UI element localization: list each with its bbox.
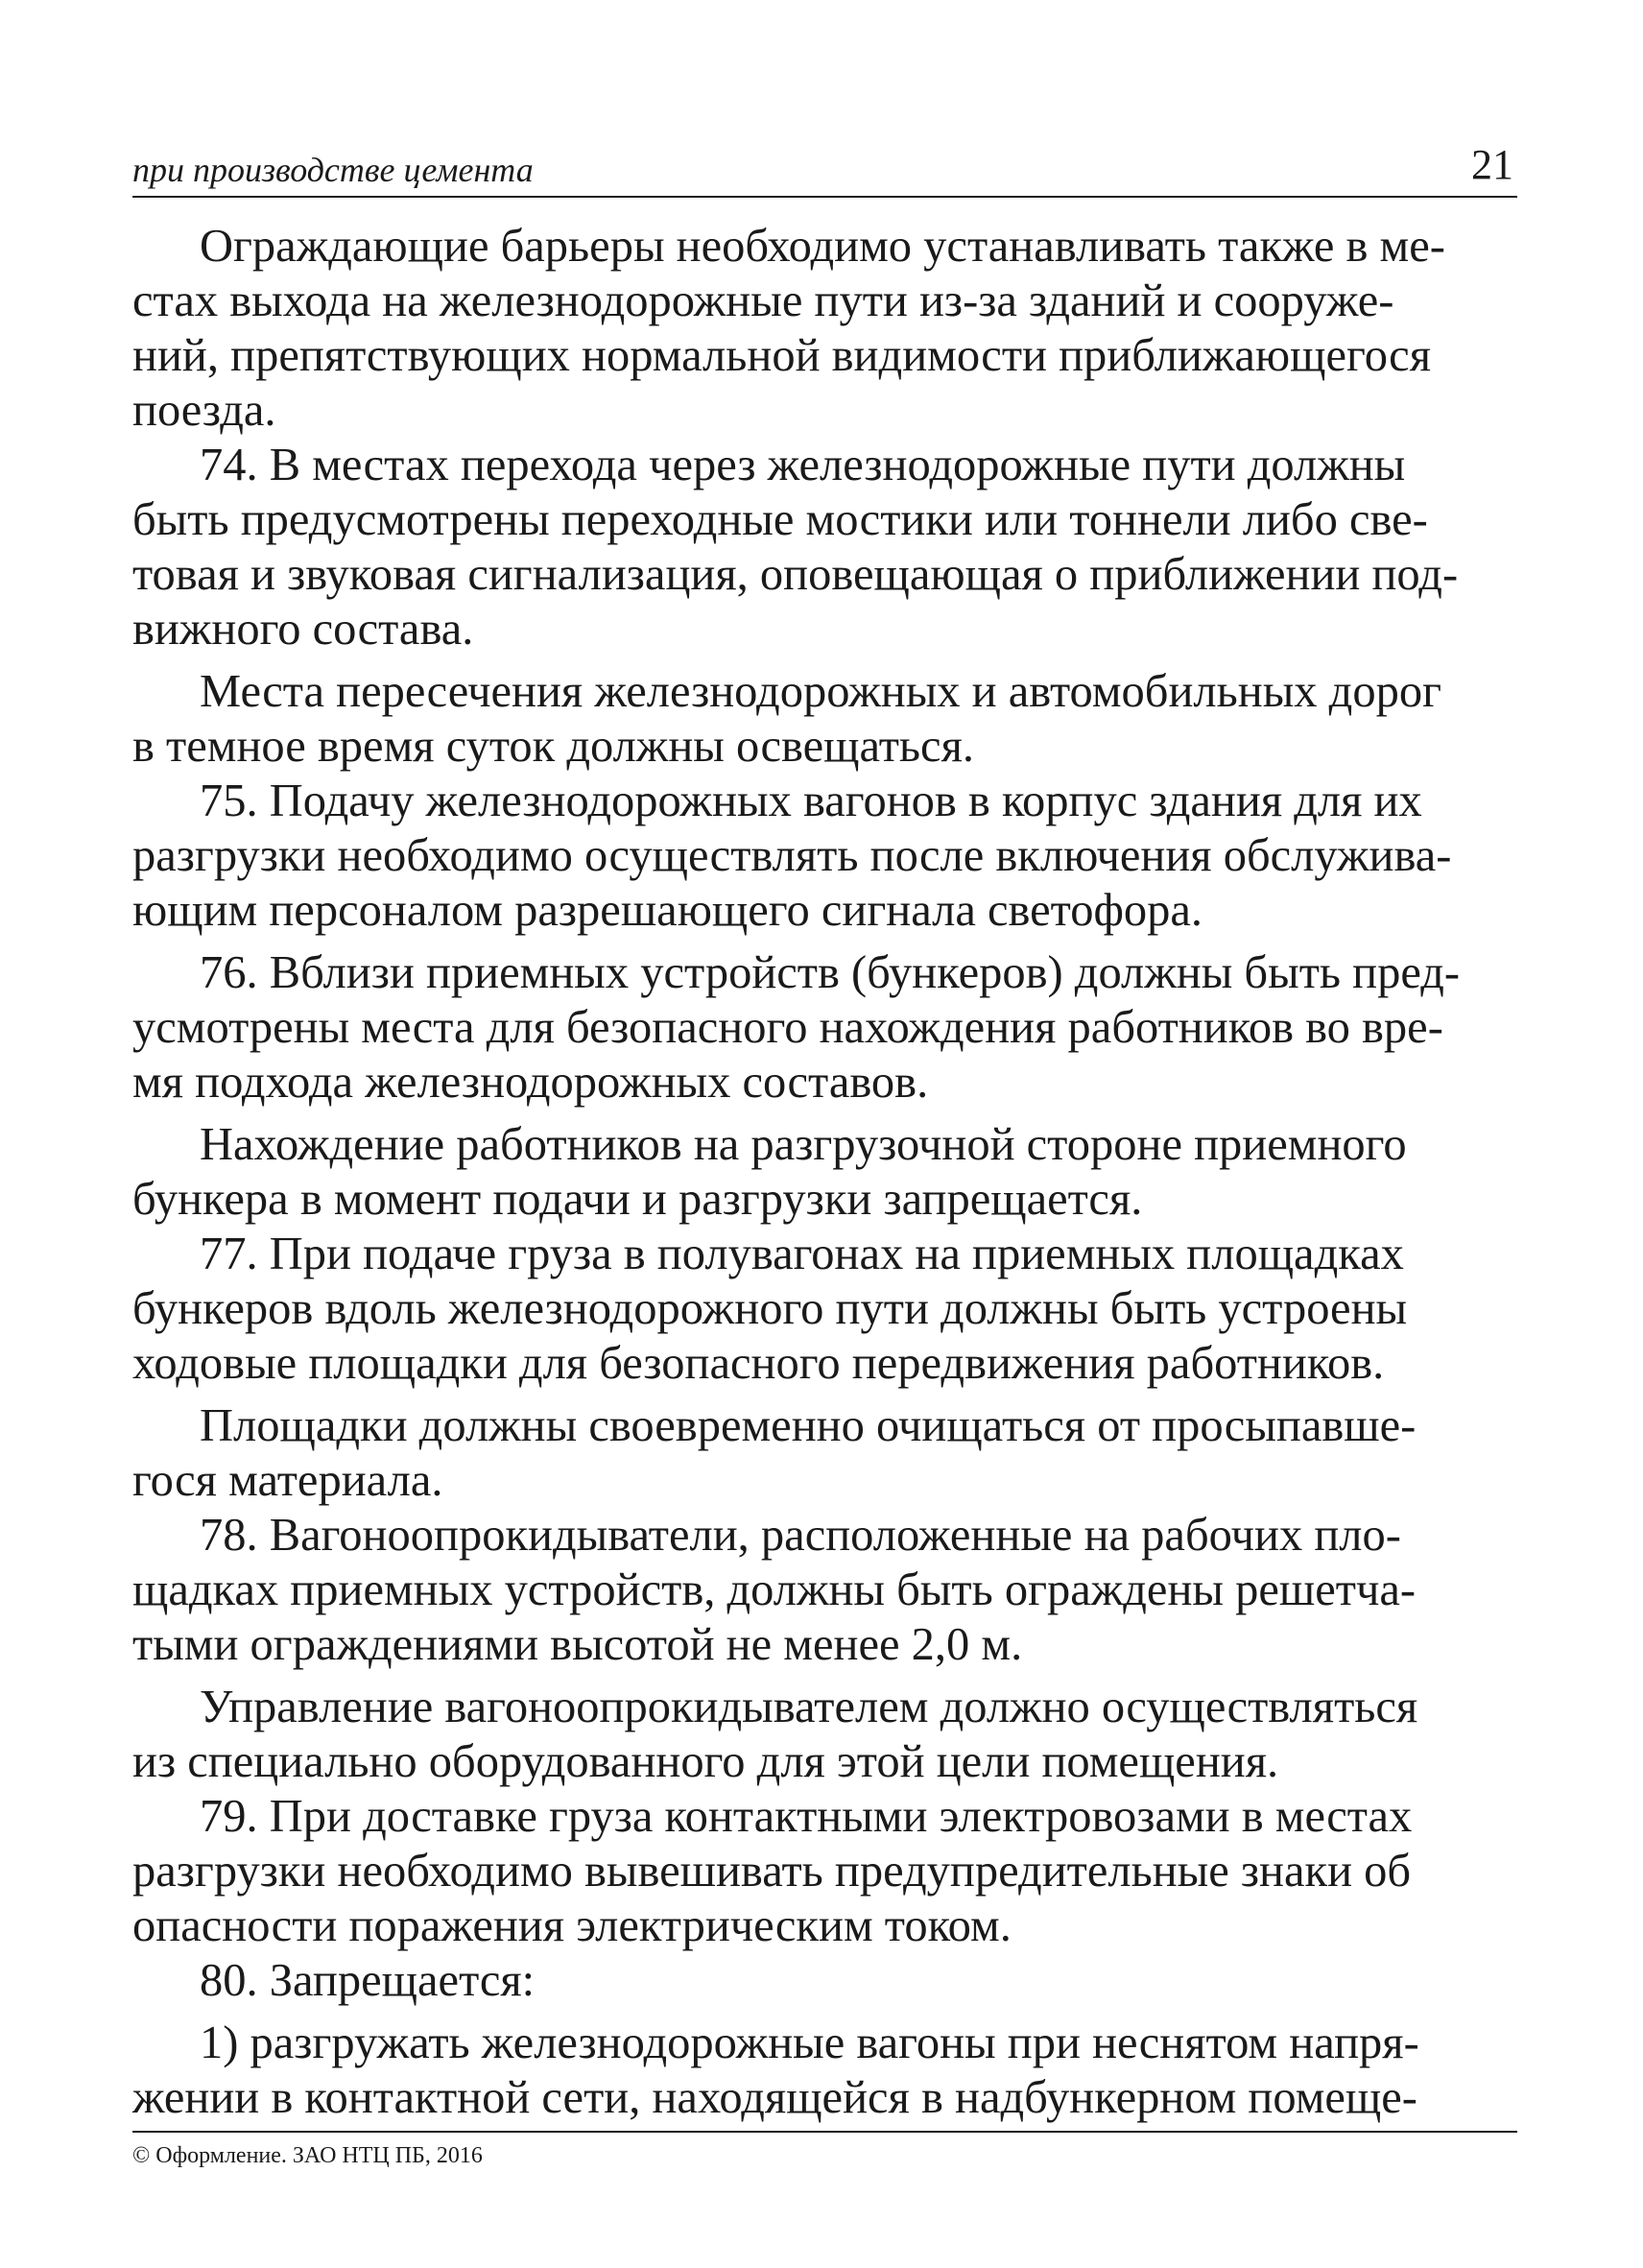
text-line: 77. При подаче груза в полувагонах на приемных площадках bbox=[200, 1229, 1404, 1279]
text-line: жении в контактной сети, находящейся в надбункерном помеще- bbox=[132, 2072, 1417, 2123]
text-line: 76. Вблизи приемных устройств (бункеров) должны быть пред- bbox=[200, 947, 1461, 998]
text-line: гося материала. bbox=[132, 1455, 443, 1506]
text-line: ходовые площадки для безопасного передвижения работников. bbox=[132, 1338, 1385, 1389]
text-line: 75. Подачу железнодорожных вагонов в корпус здания для их bbox=[200, 776, 1422, 826]
text-line: стах выхода на железнодорожные пути из-за зданий и сооруже- bbox=[132, 275, 1394, 326]
text-line: щадках приемных устройств, должны быть ограждены решетча- bbox=[132, 1564, 1417, 1615]
text-line: мя подхода железнодорожных составов. bbox=[132, 1057, 929, 1108]
text-line: Нахождение работников на разгрузочной стороне приемного bbox=[200, 1119, 1407, 1170]
text-line: 79. При доставке груза контактными электровозами в местах bbox=[200, 1791, 1413, 1842]
text-line: товая и звуковая сигнализация, оповещающая о приближении под- bbox=[132, 549, 1459, 600]
text-line: разгрузки необходимо осуществлять после включения обслужива- bbox=[132, 830, 1452, 881]
text-line: 80. Запрещается: bbox=[200, 1955, 536, 2006]
text-line: из специально оборудованного для этой цели помещения. bbox=[132, 1736, 1279, 1787]
text-line: в темное время суток должны освещаться. bbox=[132, 721, 975, 772]
text-line: поезда. bbox=[132, 385, 276, 436]
text-line: опасности поражения электрическим током. bbox=[132, 1900, 1012, 1951]
text-line: 1) разгружать железнодорожные вагоны при неснятом напря- bbox=[200, 2017, 1419, 2068]
text-line: ний, препятствующих нормальной видимости приближающегося bbox=[132, 330, 1432, 381]
text-line: бункеров вдоль железнодорожного пути должны быть устроены bbox=[132, 1283, 1408, 1334]
text-line: усмотрены места для безопасного нахождения работников во вре- bbox=[132, 1002, 1443, 1053]
text-line: бункера в момент подачи и разгрузки запрещается. bbox=[132, 1174, 1143, 1225]
text-line: Ограждающие барьеры необходимо устанавливать также в ме- bbox=[200, 221, 1445, 272]
page-number: 21 bbox=[1471, 141, 1513, 188]
footer-copyright: © Оформление. ЗАО НТЦ ПБ, 2016 bbox=[132, 2143, 483, 2168]
text-line: вижного состава. bbox=[132, 604, 474, 655]
text-line: Управление вагоноопрокидывателем должно осуществляться bbox=[200, 1682, 1418, 1732]
text-line: быть предусмотрены переходные мостики или тоннели либо све- bbox=[132, 494, 1428, 545]
running-head: при производстве цемента bbox=[132, 151, 534, 189]
text-line: ющим персоналом разрешающего сигнала светофора. bbox=[132, 885, 1203, 936]
footer-rule bbox=[132, 2131, 1517, 2133]
header-rule bbox=[132, 196, 1517, 198]
text-line: 74. В местах перехода через железнодорожные пути должны bbox=[200, 440, 1406, 490]
text-line: Площадки должны своевременно очищаться от просыпавше- bbox=[200, 1400, 1417, 1451]
text-line: Места пересечения железнодорожных и автомобильных дорог bbox=[200, 666, 1441, 717]
text-line: разгрузки необходимо вывешивать предупредительные знаки об bbox=[132, 1846, 1412, 1897]
text-line: тыми ограждениями высотой не менее 2,0 м. bbox=[132, 1619, 1023, 1670]
body-text bbox=[132, 219, 1517, 2125]
text-line: 78. Вагоноопрокидыватели, расположенные на рабочих пло- bbox=[200, 1510, 1401, 1561]
